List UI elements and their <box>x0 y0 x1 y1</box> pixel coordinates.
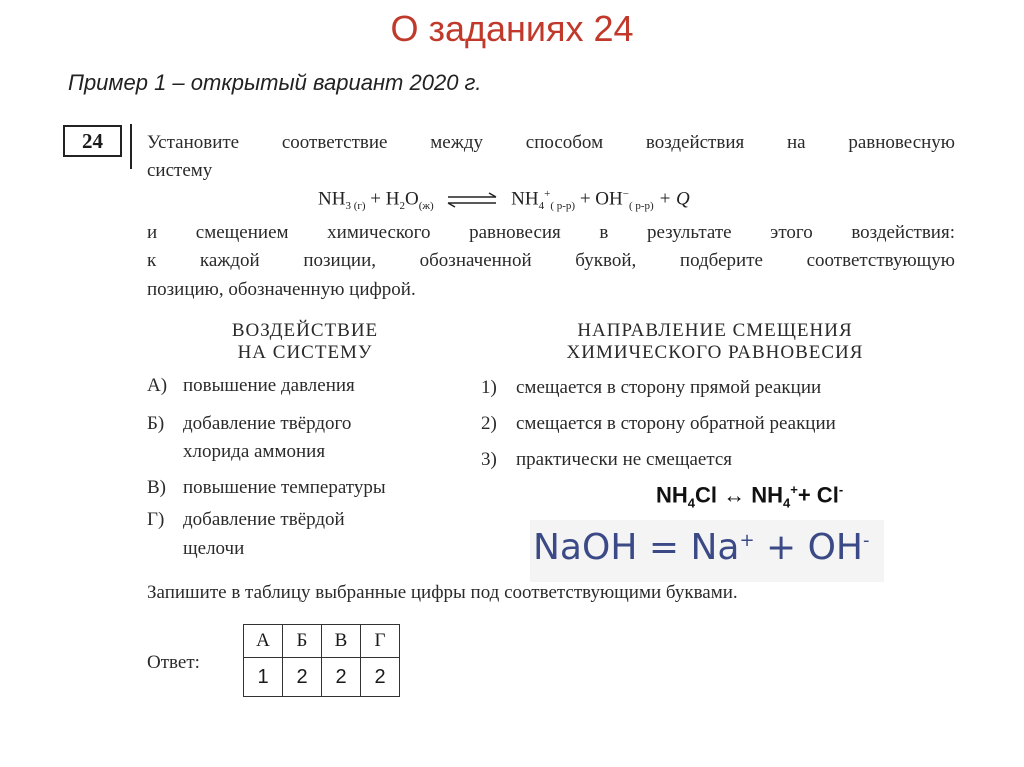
left-header-line1: ВОЗДЕЙСТВИЕ <box>231 320 379 341</box>
eq-nh4-state: ( р-р) <box>550 200 576 213</box>
nh4cl-a-sub: 4 <box>687 495 696 511</box>
naoh-dissociation <box>533 527 870 568</box>
left-item-text: добавление твёрдого <box>183 413 352 434</box>
left-item-mark: А) <box>147 375 168 396</box>
eq-h2o-state: (ж) <box>418 200 434 213</box>
eq-nh3-sub: 3 (г) <box>345 200 366 213</box>
eq-h2o-sub: 2 <box>399 200 405 213</box>
answer-label: Ответ: <box>147 652 200 673</box>
naoh-a: NaOH = Na <box>533 527 740 568</box>
answer-value-row <box>244 658 400 697</box>
eq-oh-state: ( р-р) <box>628 200 654 213</box>
naoh-b: + OH <box>754 527 863 568</box>
eq-nh4-sub: 4 <box>538 200 545 213</box>
answer-value-cell[interactable]: 2 <box>322 658 361 697</box>
answer-header-cell: А <box>244 625 283 658</box>
nh4cl-b: Cl ↔ NH <box>695 482 784 508</box>
left-item-text: хлорида аммония <box>183 441 326 462</box>
right-item-mark: 1) <box>481 377 497 398</box>
answer-header-cell: Г <box>361 625 400 658</box>
left-item-text: добавление твёрдой <box>183 509 345 530</box>
right-item-text: смещается в сторону обратной реакции <box>516 413 836 434</box>
left-column-header <box>200 320 410 364</box>
nh4cl-b-sub: 4 <box>783 495 791 511</box>
left-item-mark: В) <box>147 477 166 498</box>
right-column-header <box>520 320 910 364</box>
task-text-line3: и смещением химического равновесия в результате этого воздействия: <box>147 222 955 243</box>
answer-value-cell[interactable]: 1 <box>244 658 283 697</box>
answer-value-cell[interactable]: 2 <box>361 658 400 697</box>
eq-oh: + OH <box>579 188 623 210</box>
answer-header-cell: В <box>322 625 361 658</box>
task-text-line5: позицию, обозначенную цифрой. <box>147 279 416 300</box>
eq-oh-sup: − <box>622 188 629 200</box>
left-item-mark: Б) <box>147 413 165 434</box>
task-divider <box>130 124 132 169</box>
nh4cl-c: + Cl <box>797 482 839 508</box>
table-instruction: Запишите в таблицу выбранные цифры под соответствующими буквами. <box>147 582 738 603</box>
answer-header-row <box>244 625 400 658</box>
right-item-mark: 3) <box>481 449 497 470</box>
task-number-box: 24 <box>63 125 122 157</box>
task-intro-line2: систему <box>147 160 213 181</box>
task-intro-line1: Установите соответствие между способом воздействия на равновесную <box>147 132 955 153</box>
left-item-text: повышение давления <box>183 375 355 396</box>
nh4cl-a: NH <box>656 482 688 508</box>
example-subtitle: Пример 1 – открытый вариант 2020 г. <box>68 70 482 95</box>
nh4cl-dissociation <box>656 482 843 511</box>
slide-title: О заданиях 24 <box>390 8 634 49</box>
answer-table <box>243 624 400 697</box>
eq-h2o: + H <box>370 188 400 210</box>
nh4cl-c-sup: - <box>838 482 844 497</box>
eq-heat: + Q <box>658 188 690 210</box>
right-item-mark: 2) <box>481 413 497 434</box>
left-item-text: щелочи <box>183 538 245 559</box>
eq-h2o-o: O <box>404 188 419 210</box>
naoh-b-sup: - <box>863 530 870 551</box>
naoh-a-sup: + <box>739 530 755 551</box>
equilibrium-arrows-icon <box>446 192 498 208</box>
left-item-text: повышение температуры <box>183 477 386 498</box>
right-header-line2: ХИМИЧЕСКОГО РАВНОВЕСИЯ <box>566 342 864 363</box>
equilibrium-equation <box>318 188 690 212</box>
answer-header-cell: Б <box>283 625 322 658</box>
task-text-line4: к каждой позиции, обозначенной буквой, подберите соответствующую <box>147 250 955 271</box>
nh4cl-b-sup: + <box>790 482 798 497</box>
right-header-line1: НАПРАВЛЕНИЕ СМЕЩЕНИЯ <box>577 320 853 341</box>
right-item-text: смещается в сторону прямой реакции <box>516 377 822 398</box>
left-header-line2: НА СИСТЕМУ <box>237 342 373 363</box>
eq-nh3: NH <box>318 188 346 210</box>
eq-nh4: NH <box>511 188 539 210</box>
right-item-text: практически не смещается <box>516 449 733 470</box>
answer-value-cell[interactable]: 2 <box>283 658 322 697</box>
eq-nh4-sup: + <box>544 188 551 200</box>
left-item-mark: Г) <box>147 509 165 530</box>
